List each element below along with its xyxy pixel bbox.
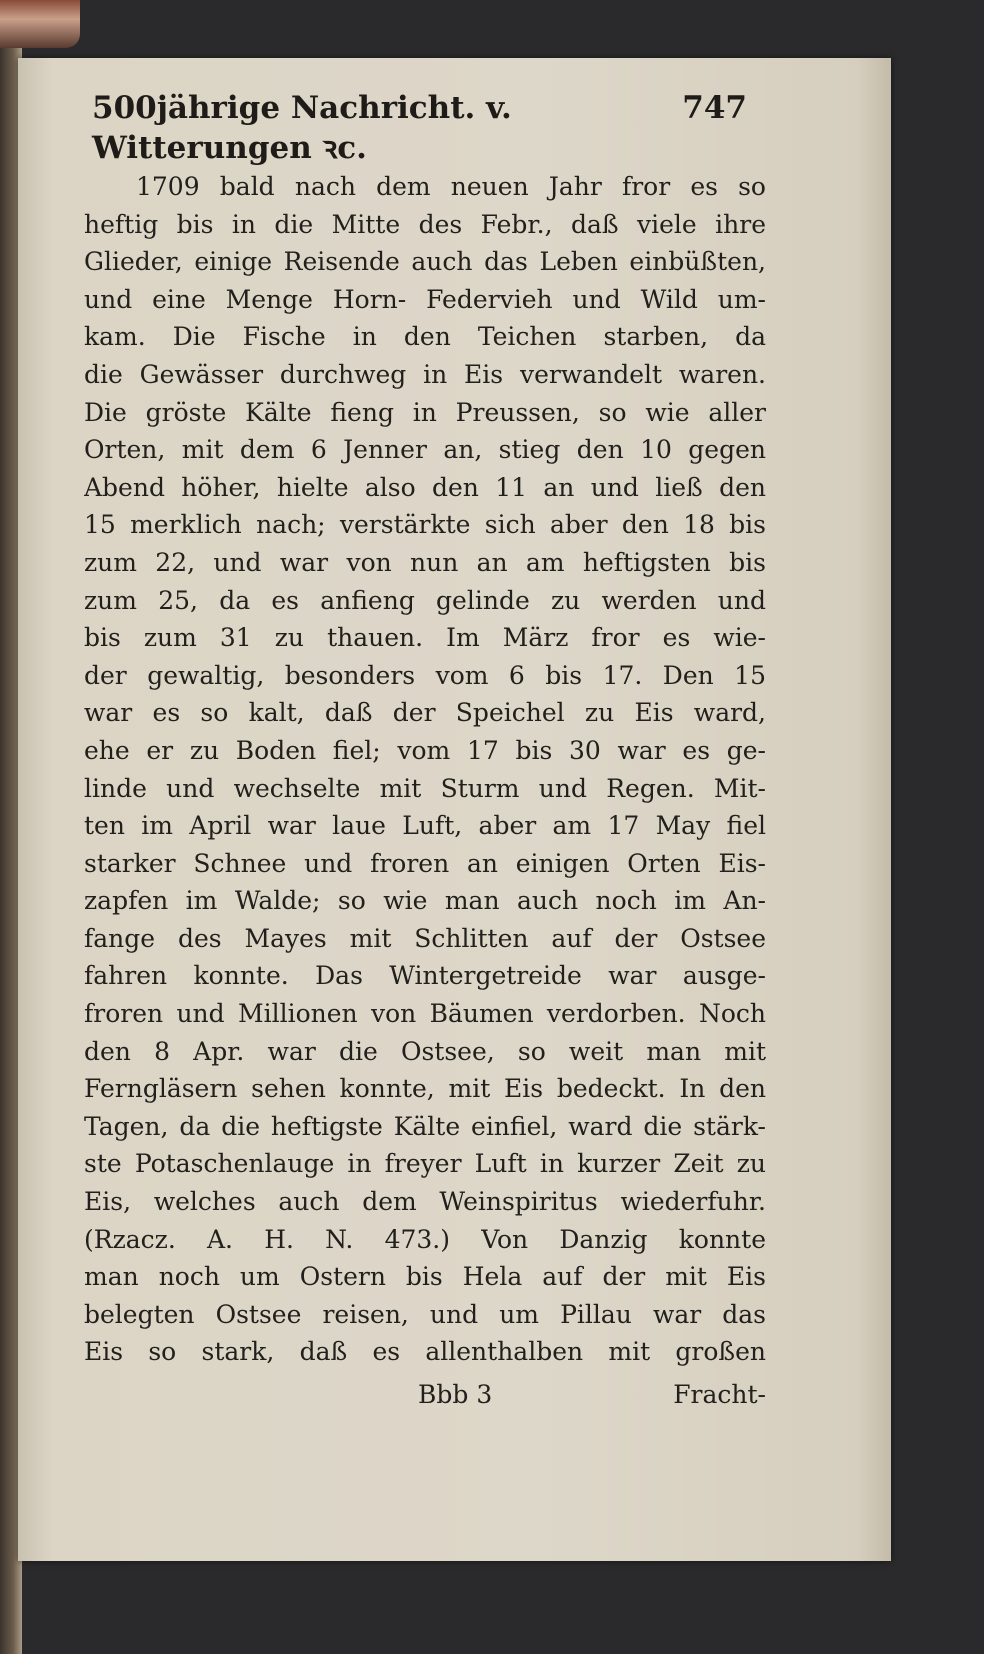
text-line: linde und wechselte mit Sturm und Regen. Mit-: [84, 773, 766, 803]
text-line: starker Schnee und froren an einigen Orten Eis-: [84, 848, 766, 878]
text-line: die Gewässer durchweg in Eis verwandelt waren.: [84, 359, 766, 389]
text-line: Eis, welches auch dem Weinspiritus wiederfuhr.: [84, 1187, 766, 1217]
text-line: war es so kalt, daß der Speichel zu Eis ward,: [84, 698, 766, 728]
text-line: fange des Mayes mit Schlitten auf der Ostsee: [84, 923, 766, 953]
text-line: man noch um Ostern bis Hela auf der mit Eis: [84, 1262, 766, 1292]
text-line: zum 25, da es anfieng gelinde zu werden und: [84, 585, 766, 615]
text-line: zapfen im Walde; so wie man auch noch im An-: [84, 886, 766, 916]
text-line: kam. Die Fische in den Teichen starben, da: [84, 322, 766, 352]
text-line: froren und Millionen von Bäumen verdorben. Noch: [84, 999, 766, 1029]
running-title: 500jährige Nachricht. v. Witterungen ꝛc.: [92, 90, 512, 166]
text-line: Abend höher, hielte also den 11 an und ließ den: [84, 472, 766, 502]
text-line: Orten, mit dem 6 Jenner an, stieg den 10 gegen: [84, 435, 766, 465]
text-line: ten im April war laue Luft, aber am 17 May fiel: [84, 811, 766, 841]
text-line: 15 merklich nach; verstärkte sich aber den 18 bis: [84, 510, 766, 540]
text-line: den 8 Apr. war die Ostsee, so weit man mit: [84, 1036, 766, 1066]
body-text: [84, 168, 766, 1371]
text-line: Die gröste Kälte fieng in Preussen, so wie aller: [84, 397, 766, 427]
signature-mark: Bbb 3: [418, 1380, 493, 1409]
text-line: Tagen, da die heftigste Kälte einfiel, ward die stärk-: [84, 1111, 766, 1141]
page-header: [92, 90, 747, 168]
text-line: ste Potaschenlauge in freyer Luft in kurzer Zeit zu: [84, 1149, 766, 1179]
text-line: Glieder, einige Reisende auch das Leben einbüßten,: [84, 247, 766, 277]
text-line: (Rzacz. A. H. N. 473.) Von Danzig konnte: [84, 1224, 766, 1254]
text-line: 1709 bald nach dem neuen Jahr fror es so: [136, 172, 766, 201]
text-line: und eine Menge Horn- Federvieh und Wild um-: [84, 284, 766, 314]
text-line: Eis so stark, daß es allenthalben mit großen: [84, 1337, 766, 1367]
text-line: heftig bis in die Mitte des Febr., daß viele ihre: [84, 209, 766, 239]
text-line: der gewaltig, besonders vom 6 bis 17. Den 15: [84, 660, 766, 690]
text-line: belegten Ostsee reisen, und um Pillau war das: [84, 1299, 766, 1329]
text-line: Ferngläsern sehen konnte, mit Eis bedeckt. In den: [84, 1074, 766, 1104]
bookmark-ribbon: [0, 0, 80, 48]
text-line: zum 22, und war von nun an am heftigsten bis: [84, 547, 766, 577]
catchword: Fracht-: [673, 1380, 766, 1409]
text-line: bis zum 31 zu thauen. Im März fror es wie-: [84, 623, 766, 653]
book-page: [18, 58, 891, 1561]
text-line: fahren konnte. Das Wintergetreide war ausge-: [84, 961, 766, 991]
page-number: 747: [682, 90, 747, 126]
text-line: ehe er zu Boden fiel; vom 17 bis 30 war es ge-: [84, 735, 766, 765]
